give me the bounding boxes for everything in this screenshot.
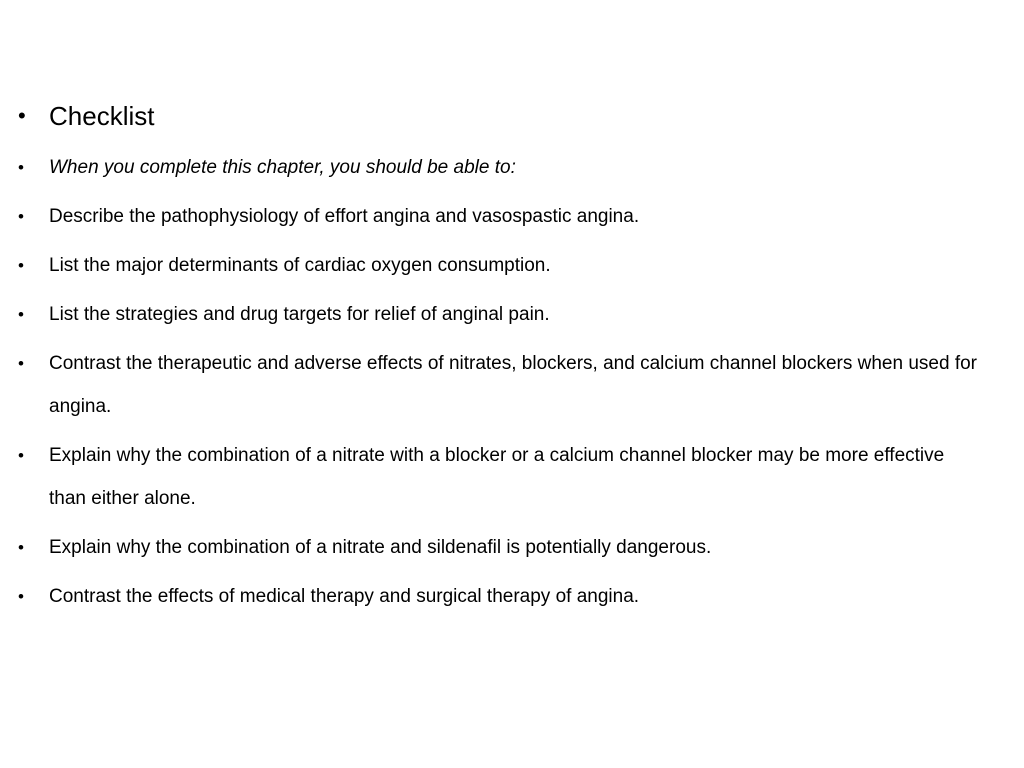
bullet-text: Explain why the combination of a nitrate and sildenafil is potentially dangerous. <box>49 537 712 558</box>
bullet-text: Contrast the effects of medical therapy and surgical therapy of angina. <box>49 586 640 607</box>
bullet-item-intro <box>18 146 978 189</box>
bullet-icon: • <box>18 256 24 275</box>
bullet-text: List the strategies and drug targets for relief of anginal pain. <box>49 304 550 325</box>
bullet-item-objective <box>18 434 978 520</box>
bullet-item-objective <box>18 244 978 287</box>
checklist-bullet-list <box>18 96 978 624</box>
bullet-text: When you complete this chapter, you should be able to: <box>49 157 516 178</box>
bullet-icon: • <box>18 538 24 557</box>
bullet-icon: • <box>18 305 24 324</box>
bullet-text: List the major determinants of cardiac oxygen consumption. <box>49 255 551 276</box>
bullet-text: Describe the pathophysiology of effort angina and vasospastic angina. <box>49 206 640 227</box>
bullet-text: Explain why the combination of a nitrate with a blocker or a calcium channel blocker may be more effective than either alone. <box>49 445 945 509</box>
bullet-icon: • <box>18 207 24 226</box>
bullet-text: Contrast the therapeutic and adverse effects of nitrates, blockers, and calcium channel blockers when used for angina. <box>49 353 977 417</box>
bullet-item-objective <box>18 342 978 428</box>
bullet-text: Checklist <box>49 101 155 131</box>
bullet-item-objective <box>18 195 978 238</box>
bullet-icon: • <box>18 446 24 465</box>
bullet-icon: • <box>18 103 26 128</box>
bullet-icon: • <box>18 354 24 373</box>
bullet-item-objective <box>18 575 978 618</box>
bullet-item-objective <box>18 526 978 569</box>
bullet-item-objective <box>18 293 978 336</box>
bullet-icon: • <box>18 587 24 606</box>
bullet-item-checklist-heading <box>18 96 978 136</box>
bullet-icon: • <box>18 158 24 177</box>
